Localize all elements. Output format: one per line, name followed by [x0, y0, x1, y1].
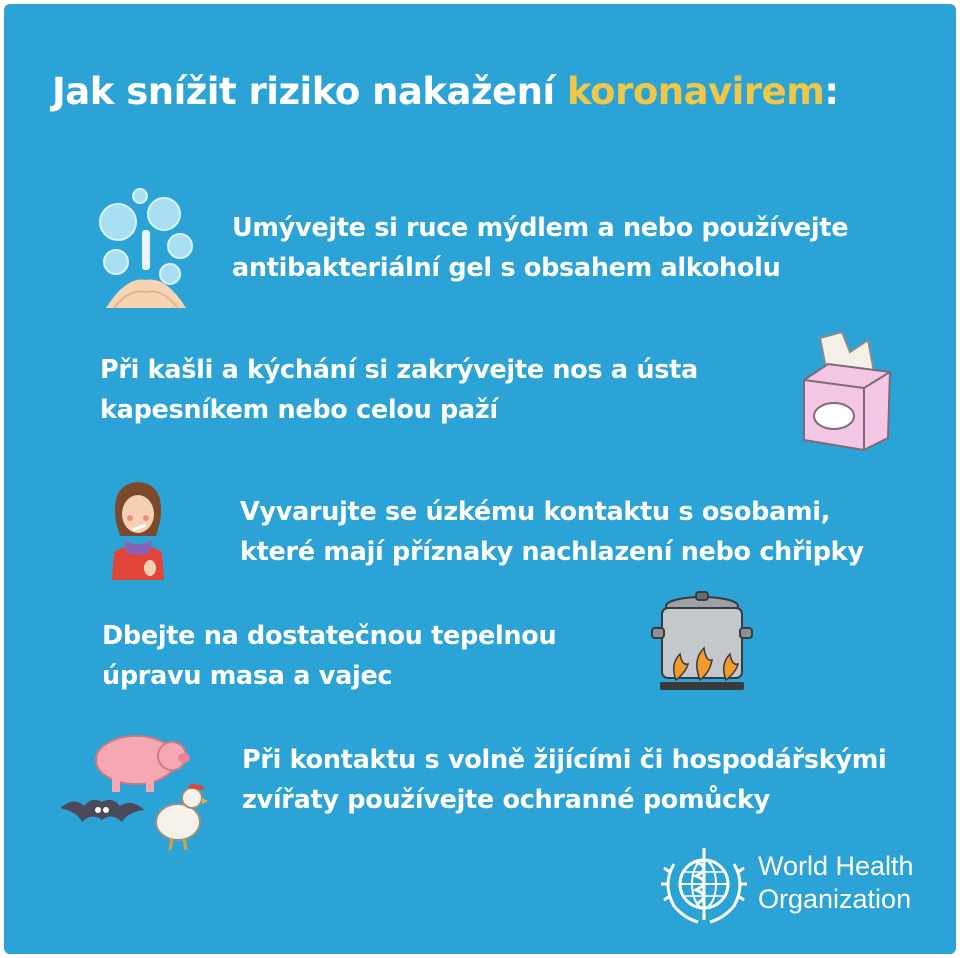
tip-animal-protection	[242, 740, 886, 820]
tip-line: Při kašli a kýchání si zakrývejte nos a ústa	[100, 355, 698, 385]
who-logo-text	[758, 850, 914, 916]
who-logo	[658, 842, 938, 930]
who-logo-line: World Health	[758, 851, 914, 881]
title-highlight: koronavirem	[567, 70, 825, 113]
tip-avoid-contact	[240, 492, 864, 572]
tip-line: úpravu masa a vajec	[102, 661, 393, 691]
tip-line: kapesníkem nebo celou paží	[100, 395, 498, 425]
page-title	[52, 70, 932, 113]
tip-line: Umývejte si ruce mýdlem a nebo používejte	[232, 213, 849, 243]
tip-line: antibakteriální gel s obsahem alkoholu	[232, 253, 781, 283]
infographic-poster	[4, 4, 956, 954]
tip-cough-cover	[100, 350, 698, 430]
hand-washing-icon	[96, 184, 196, 312]
sick-person-icon	[106, 476, 170, 580]
cooking-pot-icon	[650, 590, 754, 694]
title-suffix: :	[824, 70, 839, 113]
tip-line: Při kontaktu s volně žijícími či hospodářskými	[242, 745, 887, 775]
who-emblem-icon	[658, 842, 750, 928]
tip-line: zvířaty používejte ochranné pomůcky	[242, 785, 770, 815]
animals-icon	[58, 726, 208, 852]
tip-line: Vyvarujte se úzkému kontaktu s osobami,	[240, 497, 831, 527]
title-prefix: Jak snížit riziko nakažení	[52, 70, 568, 113]
tip-hand-washing	[232, 208, 848, 288]
tip-line: Dbejte na dostatečnou tepelnou	[102, 621, 557, 651]
tip-cook-food	[102, 616, 556, 696]
tissue-box-icon	[798, 328, 894, 452]
tip-line: které mají příznaky nachlazení nebo chřipky	[240, 537, 864, 567]
who-logo-line: Organization	[758, 884, 912, 914]
